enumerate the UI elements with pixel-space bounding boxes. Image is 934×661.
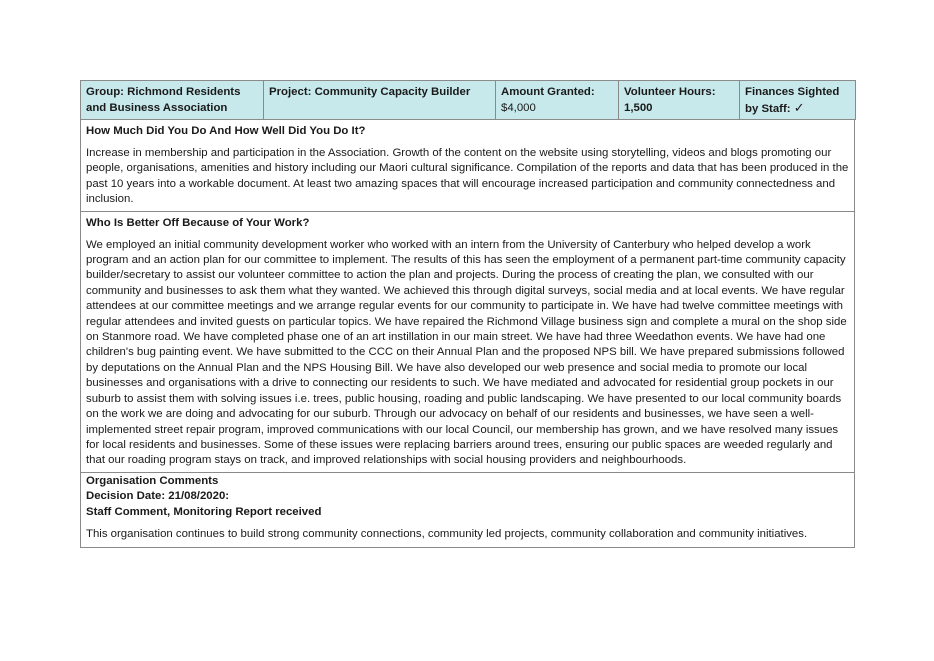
group-label: Group: Richmond Residents and Business Association — [86, 86, 241, 114]
section-better-off-heading: Who Is Better Off Because of Your Work? — [86, 216, 310, 229]
section-better-off — [80, 212, 855, 473]
project-cell — [264, 81, 496, 120]
volunteer-cell — [619, 81, 740, 120]
section-better-off-body: We employed an initial community development worker who worked with an intern from the University of Canterbury who helped develop a work program and an action plan for our committee to implement. The results of this has seen the employment of a permanent part-time community capacity builder/secretary to assist our volunteer committee to action the plan and projects. During the process of creating the plan, we consulted with our community and businesses to ask them what they wanted. We achieved this through digital surveys, social media and at local events. We have regular attendees at our committee meetings and we arrange regular events for our community to participate in. We have had twelve committee meetings with regular attendees and invited guests on particular topics. We have repaired the Richmond Village business sign and complete a mural on the shop side on Stanmore road. We have completed phase one of an art instillation in our main street. We have had three Weedathon events. We have had one children's bug painting event. We have submitted to the CCC on their Annual Plan and the proposed NPS bill. We have prepared submissions followed by deputations on the Annual Plan and the NPS Housing Bill. We have also developed our web presence and social media to promote our local businesses and organisations with a drive to connecting our residents to such. We have mediated and advocated for residential group pockets in our suburb to assist them with solving issues i.e. trees, public housing, roading and public landscaping. We have presented to our local community boards on the work we are doing and advocating for our suburb. Through our advocacy on behalf of our residents and businesses, we have seen a well-implemented street repair program, improved communications with our local Council, our membership has grown, and we have resolved many issues for local residents and businesses. Some of these issues were replacing barriers around trees, ensuring our public spaces are weeded regularly and that our roading program stays on track, and improved relationships with social housing providers and neighbourhoods. — [86, 238, 847, 467]
finances-cell — [740, 81, 856, 120]
section-comments — [80, 473, 855, 549]
finances-label: Finances Sighted by Staff: — [745, 86, 840, 115]
section-how-much-heading: How Much Did You Do And How Well Did You Do It? — [86, 125, 366, 137]
project-label: Project: Community Capacity Builder — [269, 86, 471, 98]
amount-value: $4,000 — [501, 102, 536, 114]
amount-label: Amount Granted: — [501, 86, 595, 98]
checkmark-icon: ✓ — [793, 100, 805, 115]
comments-heading: Organisation Comments — [86, 474, 219, 487]
section-how-much — [80, 120, 855, 212]
summary-header-table — [80, 80, 856, 120]
group-cell — [81, 81, 264, 120]
decision-date: Decision Date: 21/08/2020: — [86, 490, 230, 503]
section-how-much-body: Increase in membership and participation in the Association. Growth of the content on the website using storytelling, videos and blogs promoting our people, organisations, amenities and history including our Maori cultural significance. Compilation of the reports and data that has been produced in the past 10 years into a workable document. At least two amazing spaces that will encourage increased participation and community connectedness and inclusion. — [86, 147, 849, 206]
report-document — [80, 80, 855, 548]
staff-comment-label: Staff Comment, Monitoring Report received — [86, 505, 322, 518]
comments-body: This organisation continues to build strong community connections, community led projects, community collaboration and community initiatives. — [86, 527, 808, 540]
volunteer-label: Volunteer Hours: — [624, 86, 716, 98]
amount-cell — [496, 81, 619, 120]
volunteer-value: 1,500 — [624, 102, 653, 114]
